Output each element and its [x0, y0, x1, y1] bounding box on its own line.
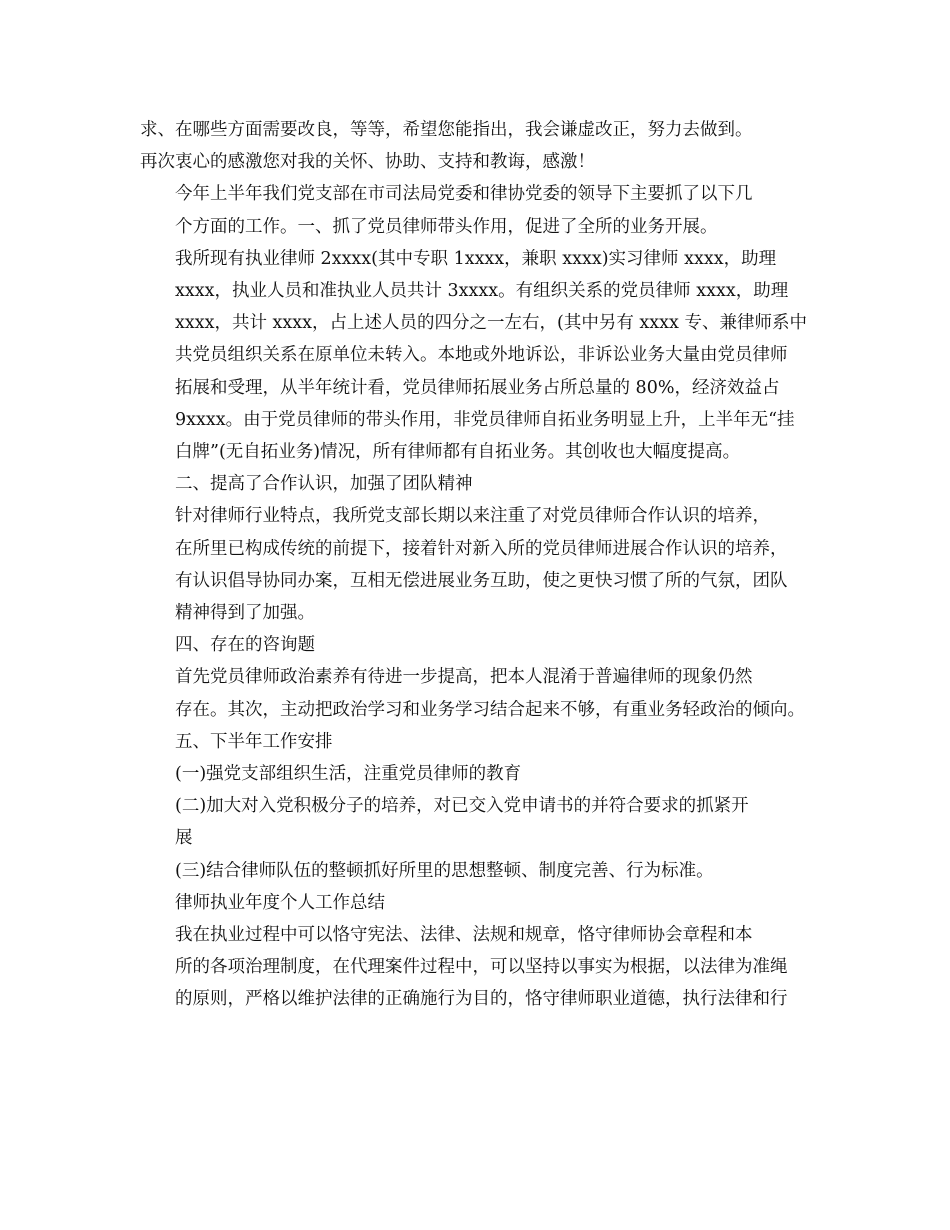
text-line: 再次衷心的感激您对我的关怀、协助、支持和教诲，感激！: [140, 152, 595, 173]
paragraph: [140, 887, 820, 919]
document-body: [140, 114, 820, 1016]
text-line: 在所里已构成传统的前提下，接着针对新入所的党员律师进展合作认识的培养，: [175, 538, 788, 559]
text-line: xxxx，共计 xxxx，占上述人员的四分之一左右，(其中另有 xxxx 专、兼律师系中: [175, 313, 807, 334]
paragraph: [140, 855, 820, 887]
text-line: 二、提高了合作认识，加强了团队精神: [175, 474, 473, 495]
text-line: 我在执业过程中可以恪守宪法、法律、法规和规章，恪守律师协会章程和本: [175, 925, 753, 946]
text-line: 有认识倡导协同办案，互相无偿进展业务互助，使之更快习惯了所的气氛，团队: [175, 570, 788, 591]
paragraph: [140, 629, 820, 661]
paragraph: [140, 468, 820, 500]
text-line: 拓展和受理，从半年统计看，党员律师拓展业务占所总量的 80%，经济效益占: [175, 377, 780, 398]
text-line: 求、在哪些方面需要改良，等等，希望您能指出，我会谦虚改正，努力去做到。: [140, 120, 753, 140]
text-line: 个方面的工作。一、抓了党员律师带头作用，促进了全所的业务开展。: [175, 216, 718, 237]
text-line: 白牌”(无自拓业务)情况，所有律师都有自拓业务。其创收也大幅度提高。: [175, 442, 741, 463]
text-line: 律师执业年度个人工作总结: [175, 892, 385, 913]
paragraph: [140, 758, 820, 790]
text-line: xxxx，执业人员和准执业人员共计 3xxxx。有组织关系的党员律师 xxxx，助理: [175, 281, 789, 302]
paragraph: [140, 919, 820, 1016]
text-line: 共党员组织关系在原单位未转入。本地或外地诉讼，非诉讼业务大量由党员律师: [175, 345, 788, 366]
text-line: 存在。其次，主动把政治学习和业务学习结合起来不够，有重业务轻政治的倾向。: [175, 699, 805, 720]
text-line: 今年上半年我们党支部在市司法局党委和律协党委的领导下主要抓了以下几: [175, 184, 753, 205]
text-line: 精神得到了加强。: [175, 603, 315, 624]
paragraph: [140, 243, 820, 468]
text-line: 我所现有执业律师 2xxxx(其中专职 1xxxx，兼职 xxxx)实习律师 xxxx，助理: [175, 248, 777, 269]
text-line: 针对律师行业特点，我所党支部长期以来注重了对党员律师合作认识的培养，: [175, 506, 770, 527]
text-line: 五、下半年工作安排: [175, 731, 333, 752]
paragraph: [140, 114, 820, 178]
paragraph: [140, 178, 820, 242]
paragraph: [140, 661, 820, 725]
text-line: 所的各项治理制度，在代理案件过程中，可以坚持以事实为根据，以法律为准绳: [175, 957, 788, 978]
text-line: 9xxxx。由于党员律师的带头作用，非党员律师自拓业务明显上升，上半年无“挂: [175, 409, 795, 430]
text-line: 四、存在的咨询题: [175, 635, 315, 656]
text-line: 首先党员律师政治素养有待进一步提高，把本人混淆于普遍律师的现象仍然: [175, 667, 753, 688]
text-line: 的原则，严格以维护法律的正确施行为目的，恪守律师职业道德，执行法律和行: [175, 989, 788, 1010]
paragraph: [140, 790, 820, 854]
text-line: (二)加大对入党积极分子的培养，对已交入党申请书的并符合要求的抓紧开: [175, 796, 749, 817]
paragraph: [140, 500, 820, 629]
paragraph: [140, 726, 820, 758]
text-line: 展: [175, 828, 193, 849]
text-line: (三)结合律师队伍的整顿抓好所里的思想整顿、制度完善、行为标准。: [175, 860, 714, 881]
text-line: (一)强党支部组织生活，注重党员律师的教育: [175, 764, 522, 785]
